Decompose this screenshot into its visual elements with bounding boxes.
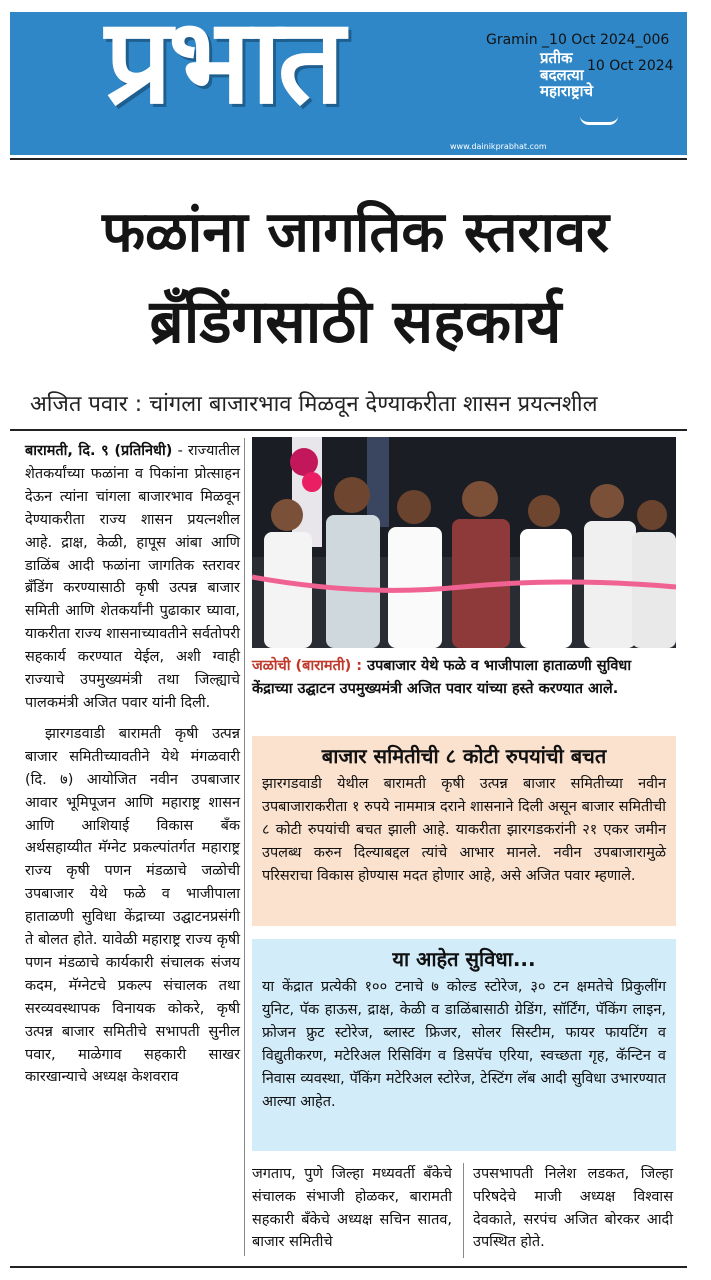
paragraph-text: - राज्यातील शेतकर्यांच्या फळांना व पिकांना प्रोत्साहन देऊन त्यांना चांगला बाजारभाव मिळवून देण्याकरीता राज्य शासन प्रयत्नशील आहे. द्राक्ष, केळी, हापूस आंबा आणि डाळिंब आदी फळांना जागतिक स्तरावर ब्रॅंडिंग करण्यासाठी कृषी उत्पन्न बाजार समिती आणि शेतकर्यांनी पुढाकार घ्यावा, याकरीता राज्य शासनाच्यावतीने सर्वतोपरी सहकार्य करण्यात येईल, अशी ग्वाही राज्याचे उपमुख्यमंत्री तथा जिल्ह्याचे पालकमंत्री अजित पवार यांनी दिली. [25,443,240,711]
masthead-title: प्रभात [105,12,341,130]
article-column-2: जगताप, पुणे जिल्हा मध्यवर्ती बँकेचे संचालक संभाजी होळकर, बारामती सहकारी बँकेचे अध्यक्ष सचिन सातव, बाजार समितीचे [252,1166,452,1251]
masthead-tagline [540,50,593,100]
headline-line-2: ब्रॅंडिंगसाठी सहकार्य [149,287,562,357]
headline-line-1: फळांना जागतिक स्तरावर [102,200,609,265]
news-photo [252,437,676,648]
subheadline: अजित पवार : चांगला बाजारभाव मिळवून देण्याकरीता शासन प्रयत्नशील [30,392,598,417]
column-divider [463,1163,464,1258]
tagline-line: प्रतीक [540,49,573,67]
photo-illustration [252,437,676,648]
savings-box-body: झारगडवाडी येथील बारामती कृषी उत्पन्न बाजार समितीच्या नवीन उपबाजाराकरीता १ रुपये नाममात्र दराने शासनाने दिली असून बाजार समितीची ८ कोटी रुपयांची बचत झाली आहे. याकरीता झारगडकरांनी २१ एकर जमीन उपलब्ध करुन दिल्याबद्दल त्यांचे आभार मानले. नवीन उपबाजारामुळे परिसराचा विकास होण्यास मदत होणार आहे, असे अजित पवार म्हणाले. [262,776,666,884]
tagline-line: बदलत्या [540,65,584,84]
tagline-line: महाराष्ट्राचे [540,82,594,100]
divider [10,429,687,431]
edition-date: 10 Oct 2024 [587,58,674,74]
article-column-3: उपसभापती निलेश लडकत, जिल्हा परिषदेचे माजी अध्यक्ष विश्वास देवकाते, सरपंच अजित बोरकर आदी उपस्थित होते. [473,1166,673,1251]
savings-box [252,736,676,926]
article-column-1 [25,440,240,1260]
caption-text: उपबाजार येथे फळे व भाजीपाला हाताळणी सुविधा केंद्राच्या उद्घाटन उपमुख्यमंत्री अजित पवार यांच्या हस्ते करण्यात आले. [252,658,632,697]
edition-stamp: Gramin _10 Oct 2024_006 [486,32,670,48]
facilities-box-title: या आहेत सुविधा... [392,947,536,971]
divider [10,158,687,160]
facilities-box [252,939,676,1151]
article-paragraph: झारगडवाडी बारामती कृषी उत्पन्न बाजार समितीच्यावतीने येथे मंगळवारी (दि. ७) आयोजित नवीन उपबाजार आवार भूमिपूजन आणि महाराष्ट्र शासन आणि आशियाई विकास बँक अर्थसहाय्यीत मॅग्नेट प्रकल्पांतर्गत महाराष्ट्र राज्य कृषी पणन मंडळाचे जळोची उपबाजार येथे फळे व भाजीपाला हाताळणी सुविधा केंद्राच्या उद्घाटनप्रसंगी ते बोलत होते. यावेळी महाराष्ट्र राज्य कृषी पणन मंडळाचे कार्यकारी संचालक संजय कदम, मॅग्नेटचे प्रकल्प संचालक तथा सरव्यवस्थापक विनायक कोकरे, कृषी उत्पन्न बाजार समितीचे सभापती सुनील पवार, माळेगाव सहकारी साखर कारखान्याचे अध्यक्ष केशवराव [25,725,240,1086]
masthead-website: www.dainikprabhat.com [450,142,547,151]
divider [10,1266,687,1268]
swoosh-icon [580,116,618,125]
photo-caption [252,655,676,701]
article-paragraph [25,440,240,715]
savings-box-title: बाजार समितीची ८ कोटी रुपयांची बचत [321,744,607,768]
facilities-box-body: या केंद्रात प्रत्येकी १०० टनाचे ७ कोल्ड स्टोरेज, ३० टन क्षमतेचे प्रिकुलींग युनिट, पॅक हाऊस, द्राक्ष, केळी व डाळिंबासाठी ग्रेडिंग, सॉर्टिंग, पॅकिंग लाइन, फ्रोजन फ्रुट स्टोरेज, ब्लास्ट फ्रिजर, सोलर सिस्टीम, फायर फायटिंग व विद्युतीकरण, मटेरिअल रिसिविंग व डिसपॅच एरिया, स्वच्छता गृह, कॅन्टिन व निवास व्यवस्था, पॅकिंग मटेरिअल स्टोरेज, टेस्टिंग लॅब आदी सुविधा उभारण्यात आल्या आहेत. [262,979,666,1110]
caption-location: जळोची (बारामती) : [252,658,363,674]
column-divider [244,438,245,1256]
dateline: बारामती, दि. ९ (प्रतिनिधी) [25,443,173,459]
